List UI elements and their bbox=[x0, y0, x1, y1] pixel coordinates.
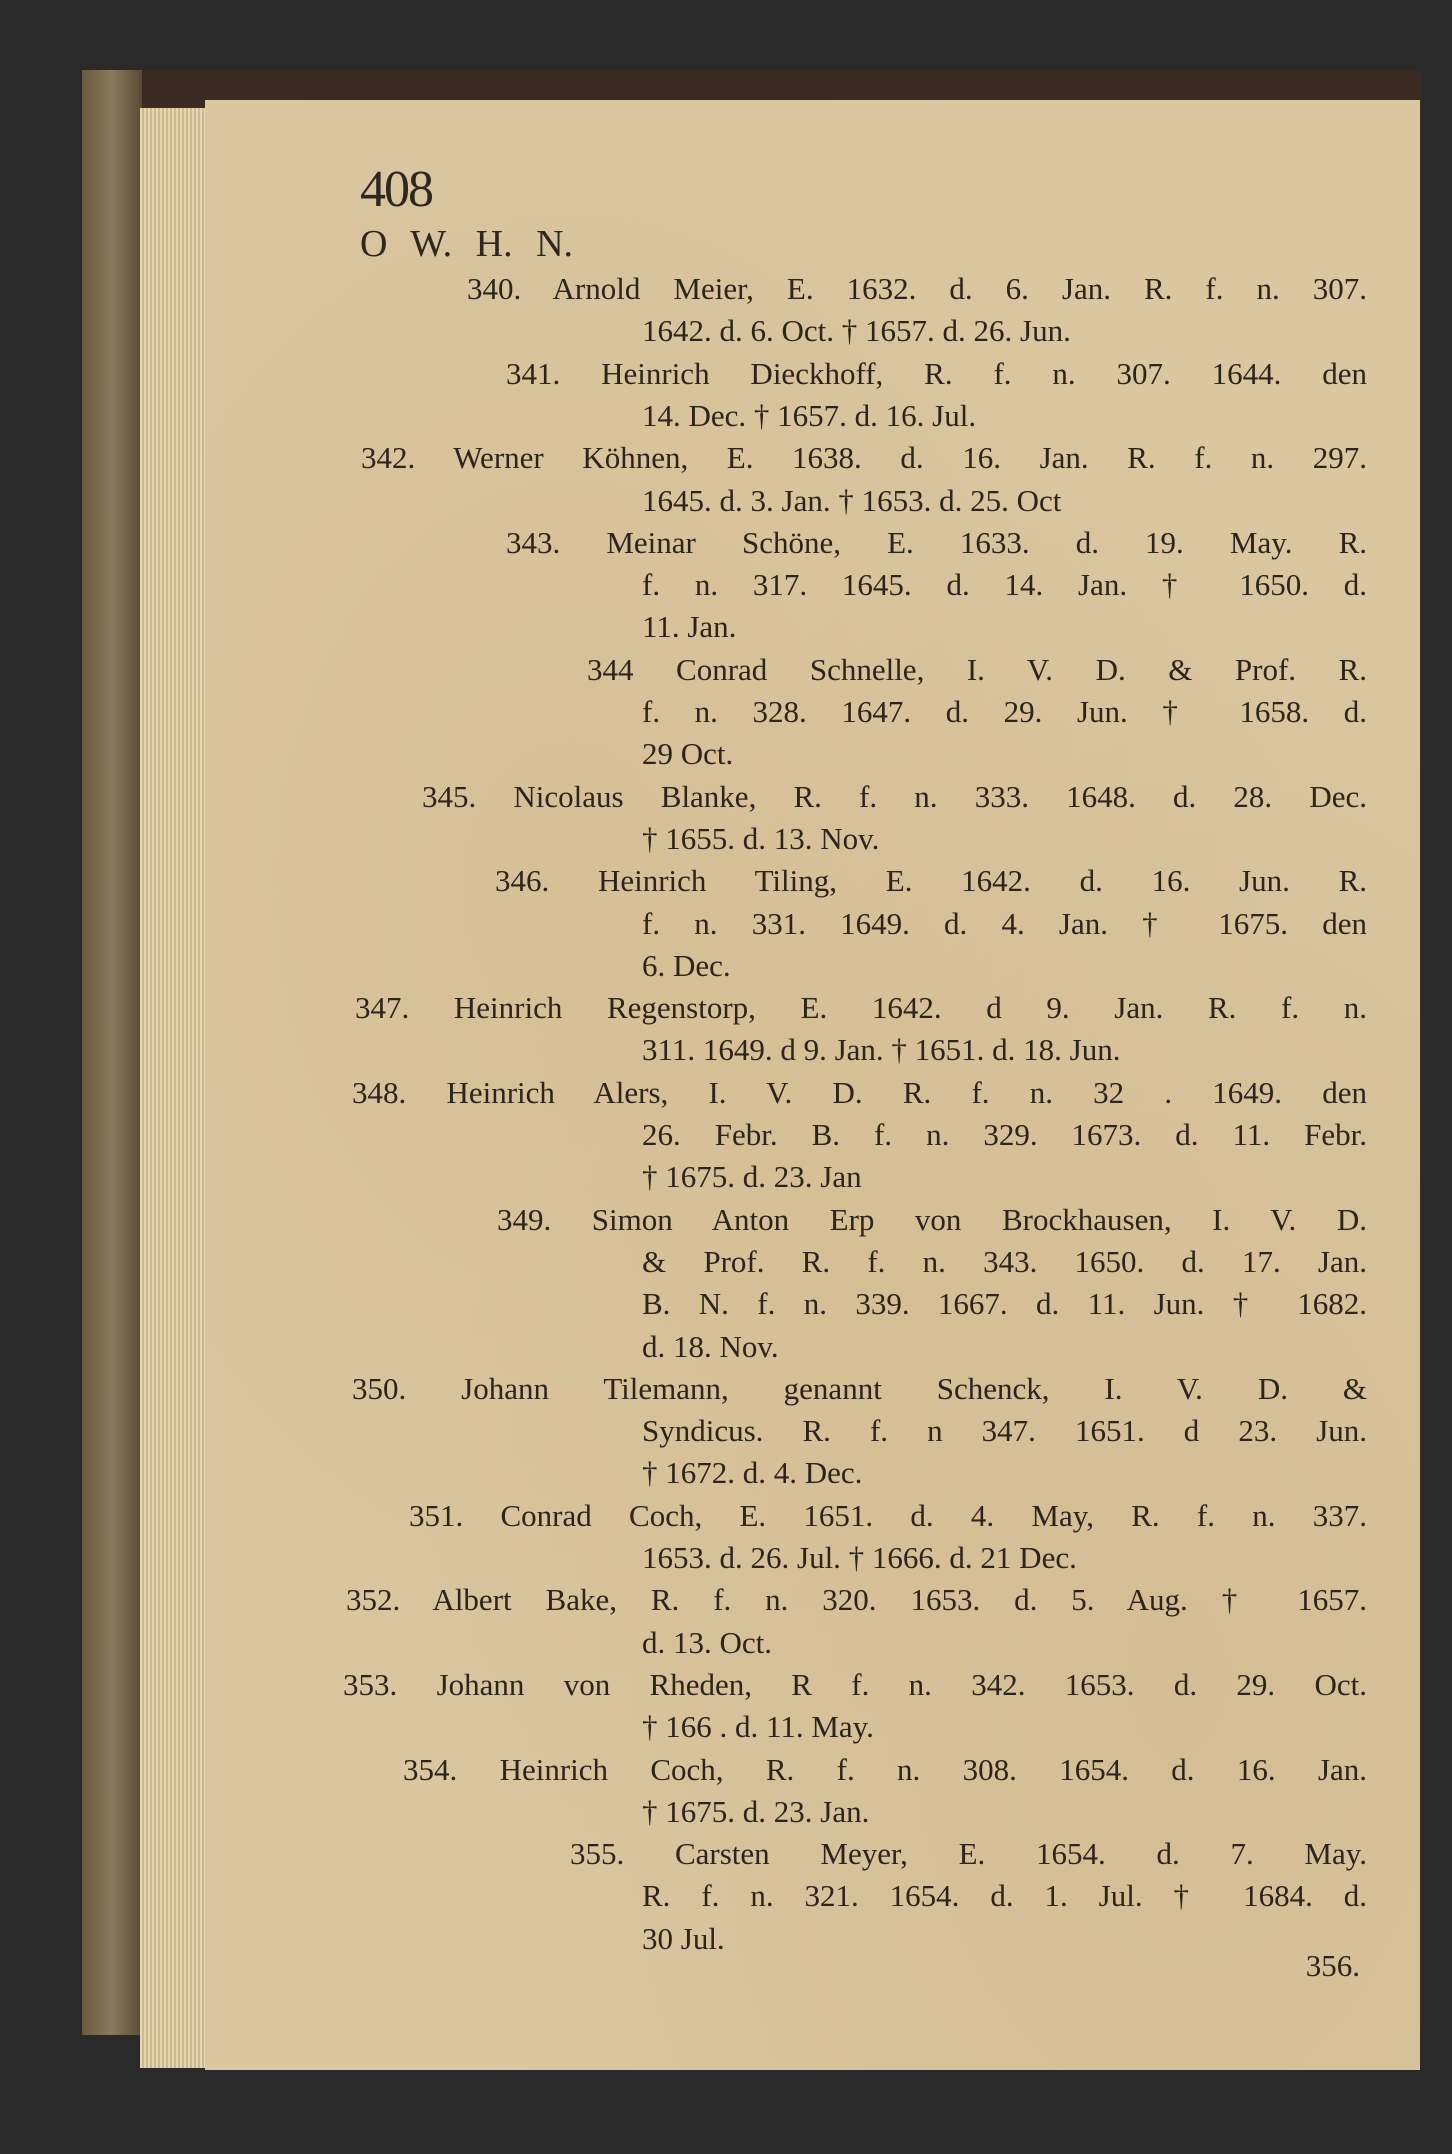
entry-heading-line: 348. Heinrich Alers, I. V. D. R. f. n. 32 . 1649. den bbox=[352, 1074, 1367, 1110]
entry-heading-line: 351. Conrad Coch, E. 1651. d. 4. May, R. f. n. 337. bbox=[409, 1497, 1367, 1533]
entry-continuation-line: 1642. d. 6. Oct. † 1657. d. 26. Jun. bbox=[642, 313, 1071, 349]
entry-heading-line: 340. Arnold Meier, E. 1632. d. 6. Jan. R. f. n. 307. bbox=[467, 271, 1367, 306]
entry-heading-line: 350. Johann Tilemann, genannt Schenck, I. V. D. & bbox=[352, 1370, 1367, 1406]
entry-heading-line: 354. Heinrich Coch, R. f. n. 308. 1654. d. 16. Jan. bbox=[403, 1751, 1367, 1787]
entry-continuation-line: 6. Dec. bbox=[642, 947, 731, 983]
entry-continuation-line: B. N. f. n. 339. 1667. d. 11. Jun. † 1682. bbox=[642, 1286, 1367, 1322]
entry-continuation-line: d. 13. Oct. bbox=[642, 1624, 773, 1660]
entry-continuation-line: † 1655. d. 13. Nov. bbox=[642, 820, 880, 856]
entry-continuation-line: f. n. 331. 1649. d. 4. Jan. † 1675. den bbox=[642, 905, 1367, 941]
entry-continuation-line: † 1675. d. 23. Jan. bbox=[642, 1793, 870, 1829]
entry-heading-line: 341. Heinrich Dieckhoff, R. f. n. 307. 1644. den bbox=[506, 355, 1367, 391]
running-header: O W. H. N. bbox=[360, 223, 574, 265]
entry-continuation-line: f. n. 317. 1645. d. 14. Jan. † 1650. d. bbox=[642, 567, 1367, 603]
entry-heading-line: 343. Meinar Schöne, E. 1633. d. 19. May. R. bbox=[506, 524, 1367, 560]
entry-continuation-line: † 1675. d. 23. Jan bbox=[642, 1159, 862, 1195]
catchword: 356. bbox=[1305, 1948, 1360, 1983]
book-spine bbox=[82, 70, 142, 2035]
entry-continuation-line: 11. Jan. bbox=[642, 609, 737, 645]
entry-heading-line: 349. Simon Anton Erp von Brockhausen, I. V. D. bbox=[497, 1201, 1367, 1237]
entry-continuation-line: 1645. d. 3. Jan. † 1653. d. 25. Oct bbox=[642, 482, 1062, 518]
entry-heading-line: 342. Werner Köhnen, E. 1638. d. 16. Jan. R. f. n. 297. bbox=[361, 440, 1367, 476]
entry-continuation-line: 311. 1649. d 9. Jan. † 1651. d. 18. Jun. bbox=[642, 1032, 1121, 1068]
entry-continuation-line: † 166 . d. 11. May. bbox=[642, 1709, 874, 1745]
entry-continuation-line: 30 Jul. bbox=[642, 1920, 725, 1956]
entry-continuation-line: R. f. n. 321. 1654. d. 1. Jul. † 1684. d. bbox=[642, 1878, 1367, 1914]
entry-continuation-line: Syndicus. R. f. n 347. 1651. d 23. Jun. bbox=[642, 1413, 1367, 1449]
entry-continuation-line: 14. Dec. † 1657. d. 16. Jul. bbox=[642, 397, 977, 433]
entry-heading-line: 347. Heinrich Regenstorp, E. 1642. d 9. Jan. R. f. n. bbox=[355, 990, 1367, 1026]
entry-heading-line: 345. Nicolaus Blanke, R. f. n. 333. 1648. d. 28. Dec. bbox=[422, 778, 1367, 814]
entry-continuation-line: f. n. 328. 1647. d. 29. Jun. † 1658. d. bbox=[642, 694, 1367, 729]
entry-continuation-line: 26. Febr. B. f. n. 329. 1673. d. 11. Febr. bbox=[642, 1117, 1367, 1152]
entry-heading-line: 355. Carsten Meyer, E. 1654. d. 7. May. bbox=[570, 1836, 1367, 1872]
page-number: 408 bbox=[360, 161, 432, 218]
entry-heading-line: 352. Albert Bake, R. f. n. 320. 1653. d. 5. Aug. † 1657. bbox=[346, 1582, 1367, 1618]
entry-heading-line: 346. Heinrich Tiling, E. 1642. d. 16. Jun. R. bbox=[495, 863, 1367, 899]
entry-heading-line: 344 Conrad Schnelle, I. V. D. & Prof. R. bbox=[587, 651, 1367, 687]
entry-continuation-line: 1653. d. 26. Jul. † 1666. d. 21 Dec. bbox=[642, 1540, 1077, 1575]
entry-continuation-line: & Prof. R. f. n. 343. 1650. d. 17. Jan. bbox=[642, 1243, 1367, 1279]
entry-continuation-line: † 1672. d. 4. Dec. bbox=[642, 1455, 863, 1491]
entry-heading-line: 353. Johann von Rheden, R f. n. 342. 1653. d. 29. Oct. bbox=[343, 1666, 1367, 1702]
entry-continuation-line: d. 18. Nov. bbox=[642, 1328, 779, 1364]
entry-continuation-line: 29 Oct. bbox=[642, 736, 734, 772]
